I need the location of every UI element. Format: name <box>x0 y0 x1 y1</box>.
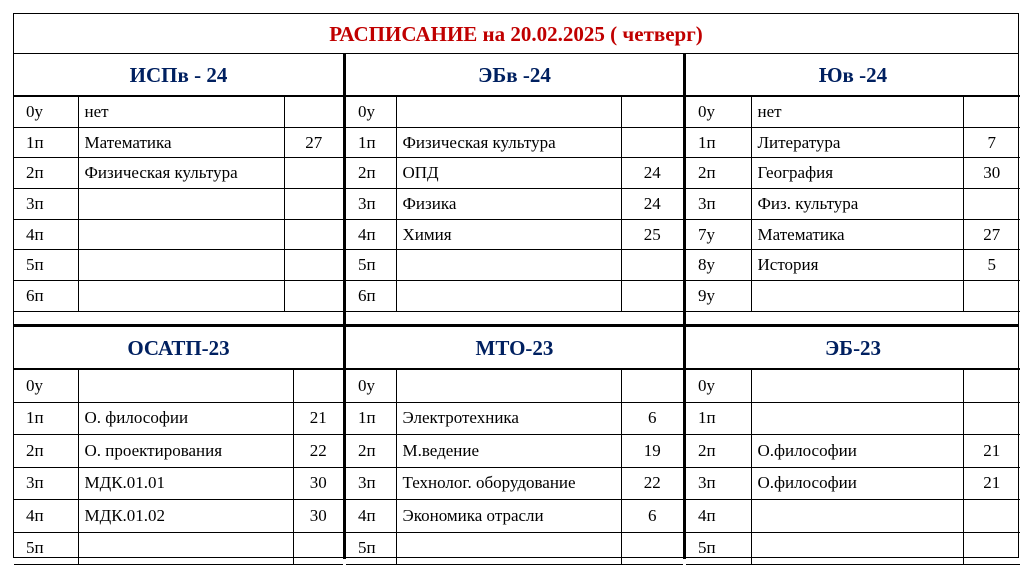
room-cell <box>621 281 683 312</box>
lesson-number-cell: 4п <box>14 500 78 533</box>
subject-cell: Математика <box>78 127 284 158</box>
table-row <box>14 97 343 128</box>
table-row <box>686 281 1020 312</box>
room-cell <box>621 250 683 281</box>
subject-cell: Технолог. оборудование <box>396 467 621 500</box>
lesson-number-cell: 1п <box>686 127 751 158</box>
subject-cell <box>396 250 621 281</box>
lesson-number-cell: 2п <box>686 158 751 189</box>
table-row <box>14 127 343 158</box>
table-row <box>686 250 1020 281</box>
lesson-number-cell: 0у <box>686 97 751 128</box>
room-cell <box>293 370 343 403</box>
table-row <box>346 219 683 250</box>
lesson-number-cell: 2п <box>346 158 396 189</box>
lesson-number-cell: 5п <box>346 532 396 565</box>
subject-cell <box>751 281 963 312</box>
room-cell <box>293 532 343 565</box>
subject-cell <box>78 370 293 403</box>
subject-cell <box>78 281 284 312</box>
lesson-number-cell: 3п <box>686 467 751 500</box>
lesson-number-cell: 3п <box>14 467 78 500</box>
table-row <box>686 97 1020 128</box>
lesson-number-cell: 1п <box>14 127 78 158</box>
schedule-table <box>14 96 343 312</box>
subject-cell <box>751 532 963 565</box>
room-cell: 24 <box>621 158 683 189</box>
table-row <box>14 281 343 312</box>
schedule-table <box>686 369 1020 565</box>
page-title: РАСПИСАНИЕ на 20.02.2025 ( четверг) <box>14 14 1018 54</box>
lesson-number-cell: 5п <box>14 250 78 281</box>
lesson-number-cell: 5п <box>346 250 396 281</box>
room-cell: 24 <box>621 189 683 220</box>
lesson-number-cell: 9у <box>686 281 751 312</box>
subject-cell: МДК.01.02 <box>78 500 293 533</box>
table-row <box>346 532 683 565</box>
table-row <box>346 189 683 220</box>
lesson-number-cell: 0у <box>686 370 751 403</box>
subject-cell: Физ. культура <box>751 189 963 220</box>
subject-cell: О.философии <box>751 467 963 500</box>
room-cell: 5 <box>963 250 1020 281</box>
table-row <box>14 219 343 250</box>
schedule-table <box>346 96 683 312</box>
subject-cell <box>396 281 621 312</box>
table-row <box>686 158 1020 189</box>
lesson-number-cell: 4п <box>346 500 396 533</box>
schedule-table <box>346 369 683 565</box>
subject-cell: О.философии <box>751 435 963 468</box>
room-cell <box>963 97 1020 128</box>
room-cell <box>963 532 1020 565</box>
lesson-number-cell: 8у <box>686 250 751 281</box>
subject-cell: География <box>751 158 963 189</box>
lesson-number-cell: 2п <box>14 158 78 189</box>
lesson-number-cell: 1п <box>346 127 396 158</box>
table-row <box>14 500 343 533</box>
column-divider <box>343 54 346 559</box>
room-cell: 22 <box>621 467 683 500</box>
subject-cell <box>78 219 284 250</box>
table-row <box>14 435 343 468</box>
table-row <box>14 250 343 281</box>
room-cell <box>284 189 343 220</box>
lesson-number-cell: 0у <box>346 97 396 128</box>
subject-cell: Химия <box>396 219 621 250</box>
subject-cell: О. проектирования <box>78 435 293 468</box>
schedule-sheet <box>13 13 1019 558</box>
group-title: ЭБв -24 <box>346 54 683 96</box>
subject-cell: Электротехника <box>396 402 621 435</box>
table-row <box>346 281 683 312</box>
subject-cell: ОПД <box>396 158 621 189</box>
room-cell: 6 <box>621 402 683 435</box>
table-row <box>346 370 683 403</box>
table-row <box>14 158 343 189</box>
group-title: ЭБ-23 <box>686 327 1020 369</box>
room-cell: 25 <box>621 219 683 250</box>
table-row <box>686 402 1020 435</box>
room-cell <box>621 127 683 158</box>
group-title: ОСАТП-23 <box>14 327 343 369</box>
group-block-osatp-23 <box>14 327 343 565</box>
lesson-number-cell: 7у <box>686 219 751 250</box>
room-cell: 30 <box>963 158 1020 189</box>
group-title: ИСПв - 24 <box>14 54 343 96</box>
group-title: Юв -24 <box>686 54 1020 96</box>
lesson-number-cell: 5п <box>686 532 751 565</box>
subject-cell: Экономика отрасли <box>396 500 621 533</box>
room-cell <box>284 158 343 189</box>
table-row <box>346 500 683 533</box>
lesson-number-cell: 2п <box>686 435 751 468</box>
table-row <box>686 189 1020 220</box>
subject-cell <box>751 402 963 435</box>
room-cell: 30 <box>293 500 343 533</box>
room-cell: 6 <box>621 500 683 533</box>
lesson-number-cell: 0у <box>346 370 396 403</box>
subject-cell: Математика <box>751 219 963 250</box>
table-row <box>346 127 683 158</box>
room-cell: 27 <box>284 127 343 158</box>
table-row <box>346 402 683 435</box>
subject-cell: О. философии <box>78 402 293 435</box>
table-row <box>14 532 343 565</box>
subject-cell: МДК.01.01 <box>78 467 293 500</box>
subject-cell: Литература <box>751 127 963 158</box>
schedule-table <box>14 369 343 565</box>
lesson-number-cell: 1п <box>14 402 78 435</box>
table-row <box>686 467 1020 500</box>
room-cell: 19 <box>621 435 683 468</box>
group-block-ispv-24 <box>14 54 343 312</box>
subject-cell: Физическая культура <box>78 158 284 189</box>
room-cell: 27 <box>963 219 1020 250</box>
room-cell: 22 <box>293 435 343 468</box>
table-row <box>686 219 1020 250</box>
lesson-number-cell: 6п <box>14 281 78 312</box>
lesson-number-cell: 4п <box>346 219 396 250</box>
row-divider <box>14 324 1018 327</box>
group-block-ebv-24 <box>346 54 683 312</box>
subject-cell <box>751 500 963 533</box>
lesson-number-cell: 4п <box>686 500 751 533</box>
room-cell: 21 <box>293 402 343 435</box>
lesson-number-cell: 3п <box>346 189 396 220</box>
room-cell <box>963 402 1020 435</box>
room-cell <box>963 281 1020 312</box>
subject-cell: нет <box>78 97 284 128</box>
group-block-mto-23 <box>346 327 683 565</box>
room-cell: 21 <box>963 435 1020 468</box>
subject-cell <box>78 532 293 565</box>
room-cell <box>284 97 343 128</box>
subject-cell: История <box>751 250 963 281</box>
lesson-number-cell: 2п <box>346 435 396 468</box>
group-title: МТО-23 <box>346 327 683 369</box>
table-row <box>14 370 343 403</box>
room-cell <box>621 370 683 403</box>
lesson-number-cell: 3п <box>346 467 396 500</box>
group-block-eb-23 <box>686 327 1020 565</box>
room-cell <box>963 189 1020 220</box>
table-row <box>14 189 343 220</box>
lesson-number-cell: 0у <box>14 370 78 403</box>
subject-cell <box>396 97 621 128</box>
room-cell <box>963 370 1020 403</box>
room-cell: 21 <box>963 467 1020 500</box>
subject-cell <box>396 532 621 565</box>
table-row <box>346 250 683 281</box>
room-cell <box>284 219 343 250</box>
lesson-number-cell: 4п <box>14 219 78 250</box>
table-row <box>686 435 1020 468</box>
table-row <box>14 467 343 500</box>
table-row <box>14 402 343 435</box>
table-row <box>346 435 683 468</box>
table-row <box>686 127 1020 158</box>
schedule-table <box>686 96 1020 312</box>
room-cell: 7 <box>963 127 1020 158</box>
subject-cell: нет <box>751 97 963 128</box>
table-row <box>346 158 683 189</box>
group-block-yuv-24 <box>686 54 1020 312</box>
table-row <box>346 97 683 128</box>
lesson-number-cell: 0у <box>14 97 78 128</box>
column-divider <box>683 54 686 559</box>
room-cell <box>621 532 683 565</box>
lesson-number-cell: 1п <box>346 402 396 435</box>
lesson-number-cell: 6п <box>346 281 396 312</box>
subject-cell <box>396 370 621 403</box>
subject-cell <box>78 250 284 281</box>
subject-cell: Физика <box>396 189 621 220</box>
lesson-number-cell: 2п <box>14 435 78 468</box>
table-row <box>346 467 683 500</box>
room-cell <box>621 97 683 128</box>
table-row <box>686 532 1020 565</box>
subject-cell: М.ведение <box>396 435 621 468</box>
subject-cell: Физическая культура <box>396 127 621 158</box>
lesson-number-cell: 5п <box>14 532 78 565</box>
room-cell <box>284 281 343 312</box>
table-row <box>686 370 1020 403</box>
lesson-number-cell: 1п <box>686 402 751 435</box>
subject-cell <box>78 189 284 220</box>
room-cell <box>963 500 1020 533</box>
table-row <box>686 500 1020 533</box>
lesson-number-cell: 3п <box>14 189 78 220</box>
room-cell <box>284 250 343 281</box>
subject-cell <box>751 370 963 403</box>
room-cell: 30 <box>293 467 343 500</box>
lesson-number-cell: 3п <box>686 189 751 220</box>
